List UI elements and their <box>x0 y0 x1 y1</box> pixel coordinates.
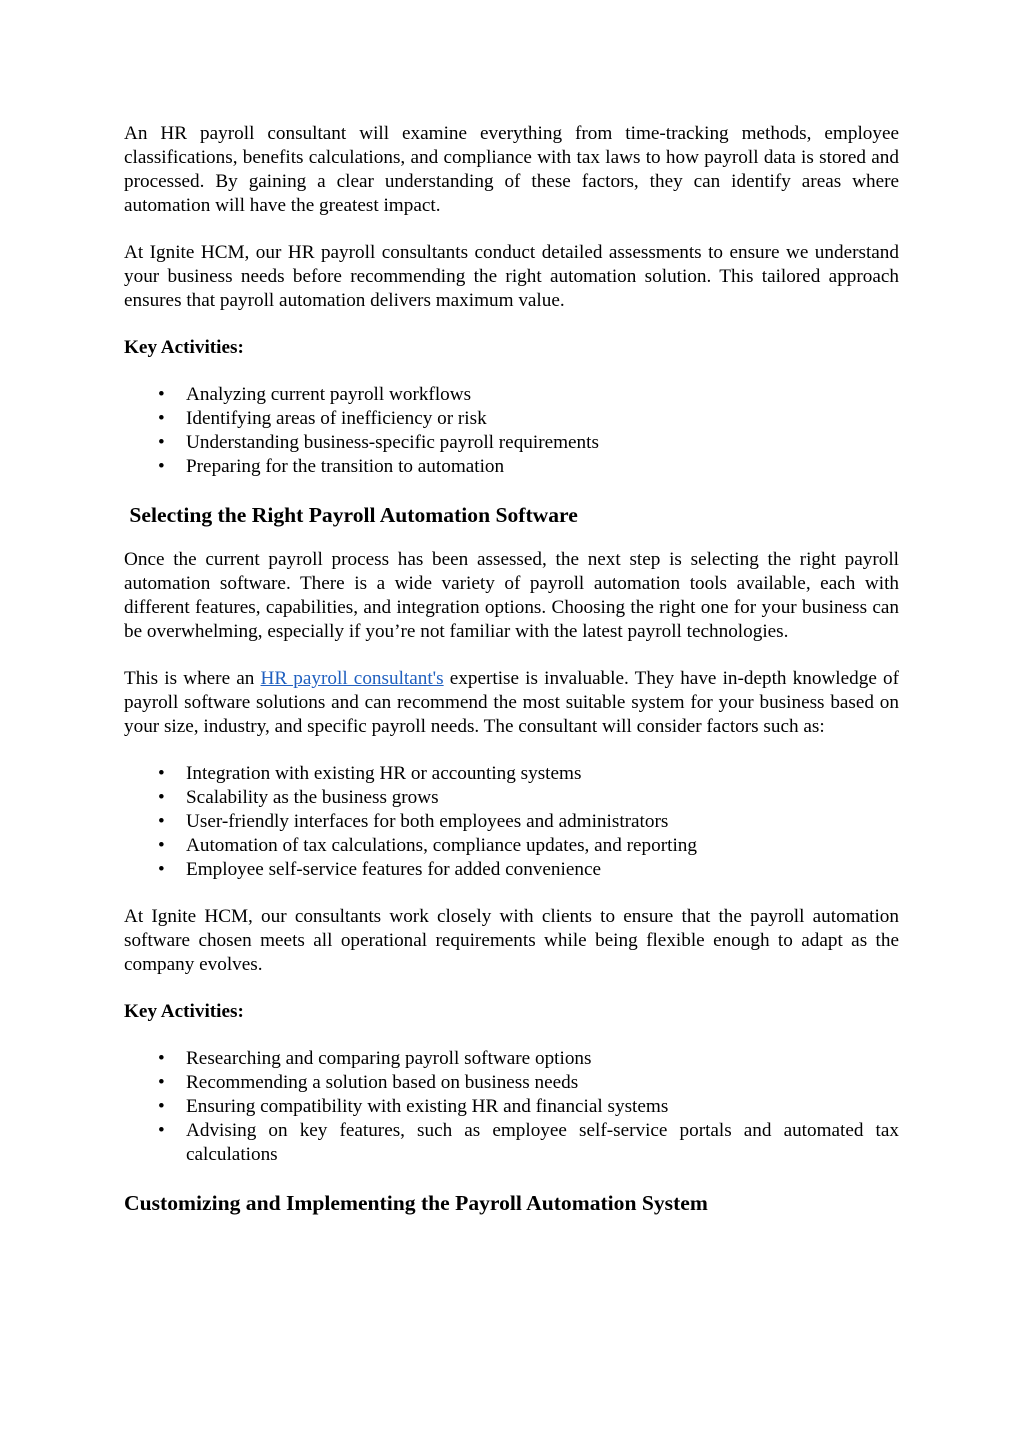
key-activities-heading-2: Key Activities: <box>124 1001 244 1022</box>
list-item: • Understanding business-specific payroll requirements <box>158 432 599 453</box>
list-item: • Scalability as the business grows <box>158 787 439 808</box>
paragraph-consultant-expertise: This is where an HR payroll consultant's expertise is invaluable. They have in-depth knowledge of payroll software solutions and can recommend the most suitable system for your business based on your size, industry, and specific payroll needs. The consultant will consider factors such as: <box>124 668 904 737</box>
list-item: • Automation of tax calculations, compliance updates, and reporting <box>158 835 697 856</box>
bullet-icon: • <box>158 1072 165 1093</box>
paragraph-ignite-assessments: At Ignite HCM, our HR payroll consultants conduct detailed assessments to ensure we understand your business needs before recommending the right automation solution. This tailored approach ensures that payroll automation delivers maximum value. <box>124 242 899 311</box>
bullet-icon: • <box>158 384 165 405</box>
bullet-icon: • <box>158 835 165 856</box>
bullet-icon: • <box>158 456 165 477</box>
bullet-icon: • <box>158 1120 165 1141</box>
list-item: • Recommending a solution based on business needs <box>158 1072 579 1093</box>
list-item: • User-friendly interfaces for both employees and administrators <box>158 811 669 832</box>
key-activities-heading-1: Key Activities: <box>124 337 244 358</box>
list-item: • Preparing for the transition to automation <box>158 456 505 477</box>
document-page <box>124 122 904 1216</box>
bullet-icon: • <box>158 763 165 784</box>
list-item: • Identifying areas of inefficiency or risk <box>158 408 487 429</box>
bullet-icon: • <box>158 859 165 880</box>
hr-payroll-consultant-link[interactable]: HR payroll consultant's <box>260 668 444 689</box>
key-activities-list-1 <box>124 383 899 479</box>
bullet-icon: • <box>158 811 165 832</box>
factors-list <box>124 762 899 882</box>
list-item: • Ensuring compatibility with existing HR and financial systems <box>158 1096 669 1117</box>
list-item: • Advising on key features, such as employee self-service portals and automated tax calculations <box>158 1120 899 1165</box>
list-item: • Integration with existing HR or accounting systems <box>158 763 582 784</box>
section-heading-customizing: Customizing and Implementing the Payroll Automation System <box>124 1191 708 1215</box>
paragraph-assessment-intro: An HR payroll consultant will examine everything from time-tracking methods, employee classifications, benefits calculations, and compliance with tax laws to how payroll data is stored and processed. By gaining a clear understanding of these factors, they can identify areas where automation will have the greatest impact. <box>124 123 899 216</box>
list-item: • Analyzing current payroll workflows <box>158 384 472 405</box>
bullet-icon: • <box>158 1096 165 1117</box>
key-activities-list-2 <box>124 1047 899 1167</box>
bullet-icon: • <box>158 787 165 808</box>
bullet-icon: • <box>158 432 165 453</box>
bullet-icon: • <box>158 408 165 429</box>
list-item: • Researching and comparing payroll software options <box>158 1048 592 1069</box>
paragraph-ignite-consultants: At Ignite HCM, our consultants work closely with clients to ensure that the payroll automation software chosen meets all operational requirements while being flexible enough to adapt as the company evolves. <box>124 906 899 975</box>
list-item: • Employee self-service features for added convenience <box>158 859 601 880</box>
bullet-icon: • <box>158 1048 165 1069</box>
paragraph-selecting-software: Once the current payroll process has been assessed, the next step is selecting the right payroll automation software. There is a wide variety of payroll automation tools available, each with different features, capabilities, and integration options. Choosing the right one for your business can be overwhelming, especially if you’re not familiar with the latest payroll technologies. <box>124 549 899 642</box>
section-heading-selecting-software: Selecting the Right Payroll Automation Software <box>124 503 578 527</box>
